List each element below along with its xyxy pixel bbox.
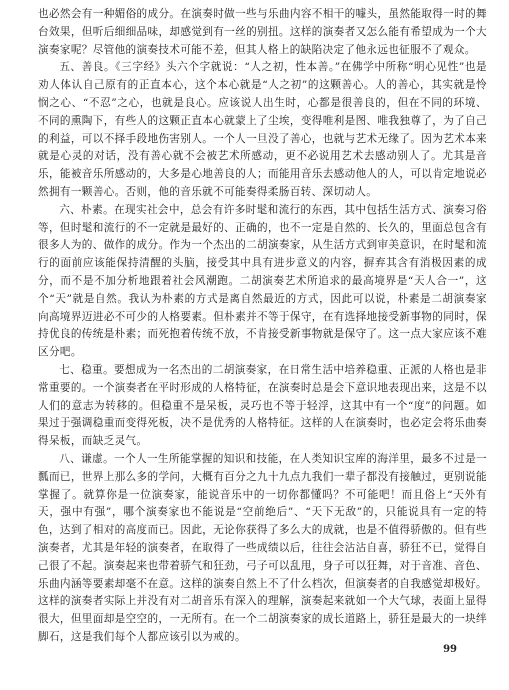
- paragraph-steadiness: 七、稳重。要想成为一名杰出的二胡演奏家，在日常生活中培养稳重、正派的人格也是非常重要的。一个演奏者在平时形成的人格特征，在演奏时总是会下意识地表现出来，这是不以人们的意志为转移的。但稳重不是呆板，灵巧也不等于轻浮，这其中有一个“度”的问题。如果过于强调稳重而变得死板，决不是优秀的人格特征。这样的人在演奏时，也必定会将乐曲奏得呆板，而缺乏灵气。: [38, 363, 487, 448]
- paragraph-continuation: 也必然会有一种媚俗的成分。在演奏时做一些与乐曲内容不相干的噱头，虽然能取得一时的舞台效果，但听后细细品味，却感觉到有一丝的别扭。这样的演奏者又怎么能有希望成为一个大演奏家呢？尽管他的演奏技术可能不差，但其人格上的缺陷决定了他永远也征服不了观众。: [38, 8, 487, 56]
- paragraph-kindness: 五、善良。《三字经》头六个字就说：“人之初，性本善。”在佛学中所称“明心见性”也是劝人体认自己原有的正直本心，这个本心就是“人之初”的这颗善心。人的善心，其实就是怜悯之心、“不忍”之心，也就是良心。应该说人出生时，心都是很善良的，但在不同的环境、不同的熏陶下，有些人的这颗正直本心就蒙上了尘埃，变得唯利是图、唯我独尊了，为了自己的利益，可以不择手段地伤害别人。一个人一旦没了善心，也就与艺术无缘了。因为艺术本来就是心灵的对话，没有善心就不会被艺术所感动，更不必说用艺术去感动别人了。尤其是音乐，能被音乐所感动的，大多是心地善良的人；而能用音乐去感动他人的人，可以肯定地说必然拥有一颗善心。否则，他的音乐就不可能奏得柔肠百转、深切动人。: [38, 61, 487, 198]
- paragraph-simplicity: 六、朴素。在现实社会中，总会有许多时髦和流行的东西，其中包括生活方式、演奏习俗等，但时髦和流行的不一定就是最好的、正确的，也不一定是自然的、长久的，里面总包含有很多人为的、做作的成分。作为一个杰出的二胡演奏家，从生活方式到审美意识，在时髦和流行的面前应该能保持清醒的头脑，接受其中具有进步意义的内容，摒弃其含有消极因素的成分，而不是不加分析地跟着社会风潮跑。二胡演奏艺术所追求的最高境界是“天人合一”，这个“天”就是自然。我认为朴素的方式是离自然最近的方式，因此可以说，朴素是二胡演奏家向高境界迈进必不可少的人格要素。但朴素并不等于保守，在有选择地接受新事物的同时，保持优良的传统是朴素；而死抱着传统不放，不肯接受新事物就是保守了。这一点大家应该不难区分吧。: [38, 203, 487, 359]
- paragraph-modesty: 八、谦虚。一个人一生所能掌握的知识和技能，在人类知识宝库的海洋里，最多不过是一瓢而已，世界上那么多的学问，大概有百分之九十九点九我们一辈子都没有接触过，更别说能掌握了。就算你是一位演奏家，能说音乐中的一切你都懂吗？不可能吧！而且俗上“天外有天，强中有强”，哪个演奏家也不能说是“空前绝后”、“天下无敌”的，只能说具有一定的特色，达到了相对的高度而已。因此，无论你获得了多么大的成就，也是不值得骄傲的。但有些演奏者，尤其是年轻的演奏者，在取得了一些成绩以后，往往会沾沾自喜，骄狂不已，觉得自己很了不起。演奏起来也带着骄气和狂劲，弓子可以乱甩，身子可以狂舞，对于音准、音色、乐曲内涵等要素却毫不在意。这样的演奏自然上不了什么档次，但演奏者的自我感觉却极好。这样的演奏者实际上并没有对二胡音乐有深入的理解，演奏起来就如一个大气球，表面上显得很大，但里面却是空空的，一无所有。在一个二胡演奏家的成长道路上，骄狂是最大的一块绊脚石，这是我们每个人都应该引以为戒的。: [38, 452, 487, 643]
- page-number: 99: [443, 644, 457, 655]
